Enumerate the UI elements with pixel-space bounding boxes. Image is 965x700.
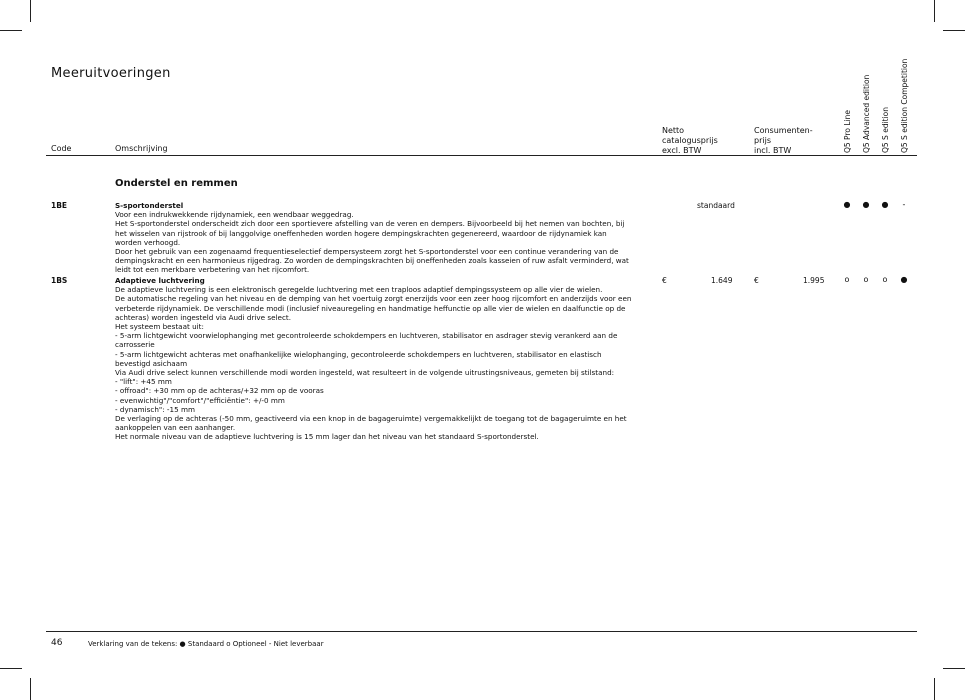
header-consumenten-line: Consumenten-: [754, 126, 813, 135]
header-variant: Q5 S edition Competition: [900, 58, 909, 153]
header-omschrijving: Omschrijving: [115, 144, 168, 153]
currency-symbol: €: [754, 276, 759, 285]
price-consument: 1.995: [803, 276, 825, 285]
row-line: - dynamisch": -15 mm: [115, 404, 195, 414]
footer-divider: [46, 631, 917, 632]
availability-mark: ●: [881, 200, 889, 209]
header-consumenten-line: incl. BTW: [754, 146, 792, 155]
row-code: 1BS: [51, 276, 68, 285]
crop-mark: [943, 668, 965, 669]
row-line: Het normale niveau van de adaptieve luchtvering is 15 mm lager dan het niveau van het standaard S-sportonderstel.: [115, 432, 539, 442]
crop-mark: [30, 678, 31, 700]
crop-mark: [30, 0, 31, 22]
row-line: - "lift": +45 mm: [115, 377, 172, 387]
availability-mark: ●: [843, 200, 851, 209]
crop-mark: [934, 678, 935, 700]
row-code: 1BE: [51, 201, 68, 210]
row-line: Via Audi drive select kunnen verschillende modi worden ingesteld, wat resulteert in de volgende uitrustingsniveaus, gemeten bij stilstand:: [115, 368, 615, 378]
row-line: - offroad": +30 mm op de achteras/+32 mm op de vooras: [115, 386, 324, 396]
row-line: De verlaging op de achteras (-50 mm, geactiveerd via een knop in de bagageruimte) vergemakkelijkt de toegang tot de bagageruimte en het aankoppelen van een aanhanger.: [115, 414, 627, 433]
availability-mark: o: [882, 275, 888, 284]
price-netto: standaard: [697, 201, 735, 210]
crop-mark: [0, 668, 22, 669]
row-line: Het systeem bestaat uit:: [115, 322, 204, 332]
row-description: [115, 201, 635, 275]
header-netto-line: excl. BTW: [662, 146, 702, 155]
header-divider: [46, 155, 917, 156]
currency-symbol: €: [662, 276, 667, 285]
crop-mark: [943, 30, 965, 31]
page-number: 46: [51, 638, 63, 648]
row-line: Het S-sportonderstel onderscheidt zich door een sportievere afstelling van de veren en dempers. Bijvoorbeeld bij het nemen van bochten, bij het wisselen van rijstrook of bij langgolvige oneffenheden worden hogere dempingskrachten gegenereerd, waardoor de rijdynamiek kan worden verhoogd.: [115, 219, 625, 247]
row-line: - 5-arm lichtgewicht achteras met onafhankelijke wielophanging, gecontroleerde schokdempers en luchtveren, stabilisator en elastisch bevestigd asichaam: [115, 349, 602, 368]
header-code: Code: [51, 144, 72, 153]
price-netto: 1.649: [711, 276, 733, 285]
crop-mark: [934, 0, 935, 22]
row-line: De adaptieve luchtvering is een elektronisch geregelde luchtvering met een traploos adaptief dempingssysteem op alle vier de wielen.: [115, 285, 603, 295]
availability-mark: o: [844, 275, 850, 284]
legend: Verklaring van de tekens: ● Standaard o Optioneel - Niet leverbaar: [88, 640, 324, 648]
row-description: [115, 276, 635, 442]
row-title: S-sportonderstel: [115, 201, 184, 210]
availability-mark: ●: [900, 275, 908, 284]
availability-mark: o: [863, 275, 869, 284]
row-title: Adaptieve luchtvering: [115, 276, 205, 285]
row-line: De automatische regeling van het niveau en de demping van het voertuig zorgt enerzijds voor een zeer hoog rijcomfort en anderzijds voor een verbeterde rijdynamiek. De verschillende modi (inclusief niveauregeling en handmatige heffunctie op alle vier de wielen en daalfunctie op de achteras) worden ingesteld via Audi drive select.: [115, 294, 632, 322]
header-variant: Q5 S edition: [881, 106, 890, 153]
availability-mark: -: [902, 200, 906, 209]
row-line: Voor een indrukwekkende rijdynamiek, een wendbaar weggedrag.: [115, 210, 354, 220]
row-line: - 5-arm lichtgewicht voorwielophanging met gecontroleerde schokdempers en luchtveren, stabilisator en asdrager stevig verankerd aan de carrosserie: [115, 331, 618, 350]
crop-mark: [0, 30, 22, 31]
header-consumenten-line: prijs: [754, 136, 771, 145]
header-netto: [662, 126, 718, 156]
header-netto-line: Netto: [662, 126, 685, 135]
header-variant: Q5 Advanced edition: [862, 74, 871, 153]
availability-mark: ●: [862, 200, 870, 209]
row-line: Door het gebruik van een zogenaamd frequentieselectief dempersysteem zorgt het S-sportonderstel voor een continue verandering van de dempingskracht en een harmonieus rijgedrag. Zo worden de dempingskrachten bij oneffenheden zoals kasseien of ruw asfalt verminderd, wat leidt tot een merkbare verbetering van het rijcomfort.: [115, 247, 629, 275]
header-variant: Q5 Pro Line: [843, 110, 852, 153]
page-title: Meeruitvoeringen: [51, 66, 171, 81]
section-title: Onderstel en remmen: [115, 178, 238, 189]
header-consumenten: [754, 126, 813, 156]
row-line: - evenwichtig"/"comfort"/"efficiëntie": +/-0 mm: [115, 395, 285, 405]
header-netto-line: catalogusprijs: [662, 136, 718, 145]
